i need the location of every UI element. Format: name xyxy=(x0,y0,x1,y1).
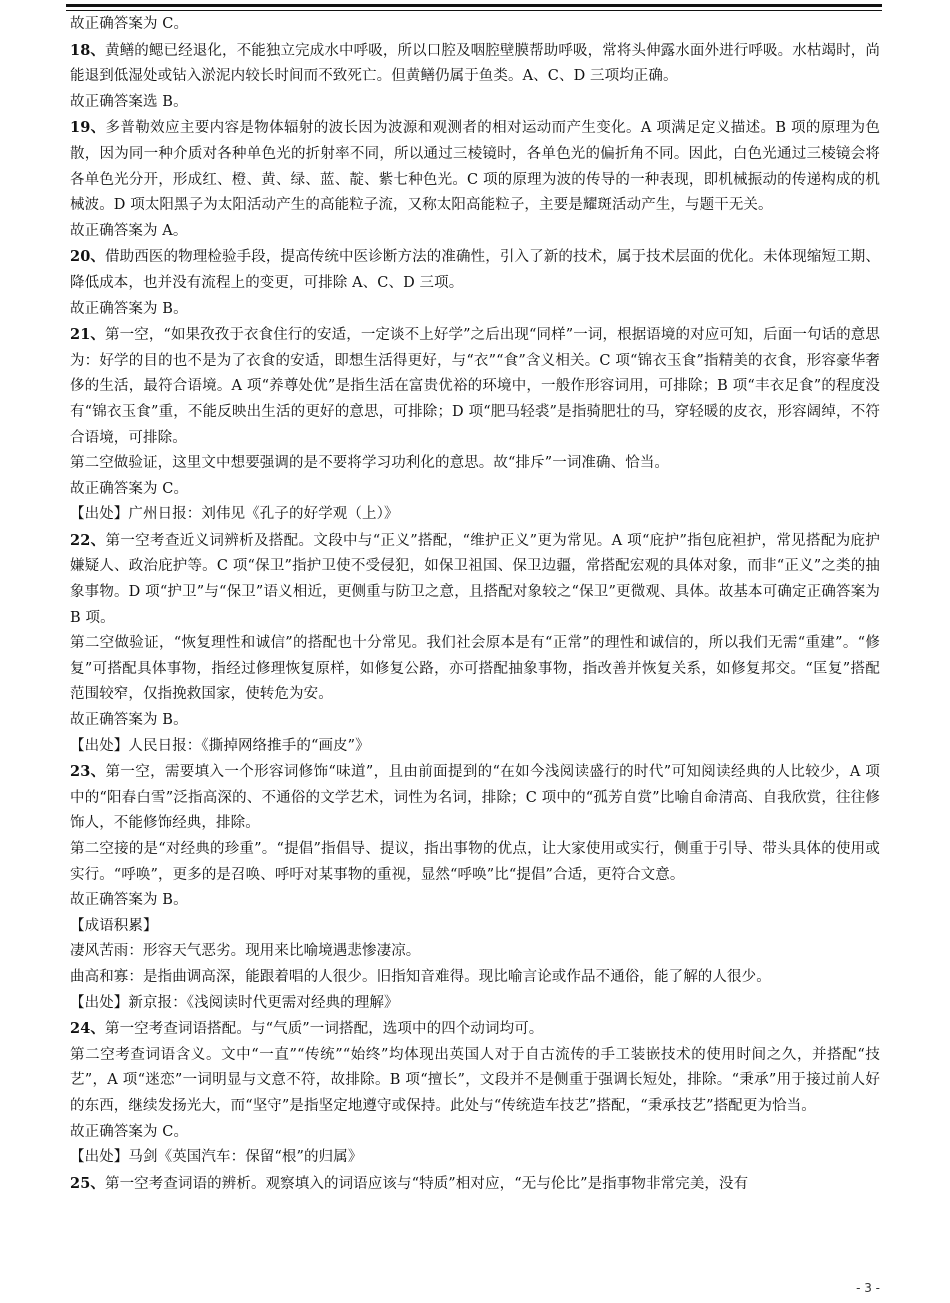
line-text: 第一空考查近义词辨析及搭配。文段中与“正义”搭配，“维护正义”更为常见。A 项“庇护”指包庇袒护，常见搭配为庇护嫌疑人、政治庇护等。C 项“保卫”指护卫使不受侵犯，如保卫祖国、保卫边疆，常搭配宏观的具体对象，而非“正义”之类的抽象事物。D 项“护卫”与“保卫”语义相近，更侧重与防卫之意，且搭配对象较之“保卫”更微观、具体。故基本可确定正确答案为 B 项。 xyxy=(70,532,881,626)
question-explanation xyxy=(70,38,880,90)
question-explanation xyxy=(70,1171,880,1198)
question-number: 18、 xyxy=(70,41,106,59)
line-text: 故正确答案为 B。 xyxy=(70,892,188,909)
explanation-line xyxy=(70,939,880,965)
line-text: 借助西医的物理检验手段，提高传统中医诊断方法的准确性，引入了新的技术，属于技术层面的优化。未体现缩短工期、降低成本，也并没有流程上的变更，可排除 A、C、D 三项。 xyxy=(70,249,880,291)
line-text: 第一空考查词语的辨析。观察填入的词语应该与“特质”相对应，“无与伦比”是指事物非常完美，没有 xyxy=(104,1175,749,1192)
explanation-line xyxy=(70,837,880,888)
explanation-line xyxy=(70,888,880,914)
line-text: 故正确答案为 B。 xyxy=(70,712,188,729)
line-text: 第一空考查词语搭配。与“气质”一词搭配，选项中的四个动词均可。 xyxy=(104,1021,544,1038)
question-explanation xyxy=(70,528,880,631)
page-number: - 3 - xyxy=(856,1281,880,1295)
line-text: 【出处】人民日报：《撕掉网络推手的“画皮”》 xyxy=(70,737,370,754)
question-number: 21、 xyxy=(70,326,105,344)
line-text: 故正确答案为 B。 xyxy=(70,300,188,317)
question-explanation xyxy=(70,244,880,296)
line-text: 故正确答案选 B。 xyxy=(70,93,188,110)
explanation-line xyxy=(70,1145,880,1171)
line-text: 【成语积累】 xyxy=(70,917,158,934)
question-number: 20、 xyxy=(70,248,106,266)
explanation-line xyxy=(70,90,880,116)
explanation-line xyxy=(70,734,880,760)
line-text: 凄风苦雨：形容天气恶劣。现用来比喻境遇悲惨凄凉。 xyxy=(70,943,421,960)
explanation-line xyxy=(70,219,880,245)
line-text: 故正确答案为 C。 xyxy=(70,1123,189,1140)
line-text: 【出处】新京报：《浅阅读时代更需对经典的理解》 xyxy=(70,994,399,1011)
line-text: 【出处】广州日报：刘伟见《孔子的好学观（上）》 xyxy=(70,506,399,523)
line-text: 故正确答案为 A。 xyxy=(70,222,188,239)
question-explanation xyxy=(70,115,880,218)
line-text: 第二空考查词语含义。文中“一直”“传统”“始终”均体现出英国人对于自古流传的手工装嵌技术的使用时间之久，并搭配“技艺”，A 项“迷恋”一词明显与文意不符，故排除。B 项“擅长”，文段并不是侧重于强调长短处，排除。“秉承”用于接过前人好的东西，继续发扬光大，而“坚守”是指坚定地遵守或保持。此处与“传统造车技艺”搭配，“秉承技艺”搭配更为恰当。 xyxy=(70,1046,880,1114)
question-number: 24、 xyxy=(70,1020,105,1038)
header-rule-thin xyxy=(66,10,882,11)
line-text: 多普勒效应主要内容是物体辐射的波长因为波源和观测者的相对运动而产生变化。A 项满足定义描述。B 项的原理为色散，因为同一种介质对各种单色光的折射率不同，所以通过三棱镜时，各单色光的偏折角不同。因此，白色光通过三棱镜会将各单色光分开，形成红、橙、黄、绿、蓝、靛、紫七种色光。C 项的原理为波的传导的一种表现，即机械振动的传递构成的机械波。D 项太阳黑子为太阳活动产生的高能粒子流，又称太阳高能粒子，主要是耀斑活动产生，与题干无关。 xyxy=(70,120,880,214)
explanation-line xyxy=(70,1043,880,1120)
question-number: 19、 xyxy=(70,119,106,137)
explanation-line xyxy=(70,477,880,503)
explanation-line xyxy=(70,451,880,477)
question-number: 23、 xyxy=(70,763,106,781)
question-number: 25、 xyxy=(70,1174,105,1192)
explanation-line xyxy=(70,12,880,38)
question-number: 22、 xyxy=(70,531,106,549)
answer-explanations xyxy=(70,12,880,1197)
header-rule-thick xyxy=(66,4,882,7)
explanation-line xyxy=(70,502,880,528)
explanation-line xyxy=(70,991,880,1017)
line-text: 黄鳝的鳃已经退化，不能独立完成水中呼吸，所以口腔及咽腔壁膜帮助呼吸，常将头伸露水面外进行呼吸。水枯竭时，尚能退到低湿处或钻入淤泥内较长时间而不致死亡。但黄鳝仍属于鱼类。A、C、D 三项均正确。 xyxy=(70,42,880,85)
question-explanation xyxy=(70,759,880,837)
explanation-line xyxy=(70,631,880,708)
question-explanation xyxy=(70,1016,880,1043)
line-text: 第二空做验证，这里文中想要强调的是不要将学习功利化的意思。故“排斥”一词准确、恰当。 xyxy=(70,455,670,472)
explanation-line xyxy=(70,297,880,323)
explanation-line xyxy=(70,914,880,940)
line-text: 第一空，需要填入一个形容词修饰“味道”，且由前面提到的“在如今浅阅读盛行的时代”可知阅读经典的人比较少，A 项中的“阳春白雪”泛指高深的、不通俗的文学艺术，词性为名词，排除；C 项中的“孤芳自赏”比喻自命清高、自我欣赏，往往修饰人，不能修饰经典，排除。 xyxy=(70,764,880,832)
line-text: 曲高和寡：是指曲调高深，能跟着唱的人很少。旧指知音难得。现比喻言论或作品不通俗，能了解的人很少。 xyxy=(70,968,771,985)
explanation-line xyxy=(70,965,880,991)
line-text: 【出处】马剑《英国汽车：保留“根”的归属》 xyxy=(70,1149,363,1166)
line-text: 第二空接的是“对经典的珍重”。“提倡”指倡导、提议，指出事物的优点，让大家使用或实行，侧重于引导、带头具体的使用或实行。“呼唤”，更多的是召唤、呼吁对某事物的重视，显然“呼唤”比“提倡”合适，更符合文意。 xyxy=(70,841,880,883)
explanation-line xyxy=(70,1120,880,1146)
line-text: 第一空，“如果孜孜于衣食住行的安适，一定谈不上好学”之后出现“同样”一词，根据语境的对应可知，后面一句话的意思为：好学的目的也不是为了衣食的安适，即想生活得更好，与“衣”“食”含义相关。C 项“锦衣玉食”指精美的衣食，形容豪华奢侈的生活，最符合语境。A 项“养尊处优”是指生活在富贵优裕的环境中，一般作形容词用，可排除；B 项“丰衣足食”的程度没有“锦衣玉食”重，不能反映出生活的更好的意思，可排除；D 项“肥马轻裘”是指骑肥壮的马，穿轻暖的皮衣，形容阔绰，不符合语境，可排除。 xyxy=(70,327,880,446)
line-text: 第二空做验证，“恢复理性和诚信”的搭配也十分常见。我们社会原本是有“正常”的理性和诚信的，所以我们无需“重建”。“修复”可搭配具体事物，指经过修理恢复原样，如修复公路，亦可搭配抽象事物，指改善并恢复关系，如修复邦交。“匡复”搭配范围较窄，仅指挽救国家，使转危为安。 xyxy=(70,635,880,703)
line-text: 故正确答案为 C。 xyxy=(70,480,189,497)
explanation-line xyxy=(70,708,880,734)
question-explanation xyxy=(70,322,880,451)
line-text: 故正确答案为 C。 xyxy=(70,16,189,32)
